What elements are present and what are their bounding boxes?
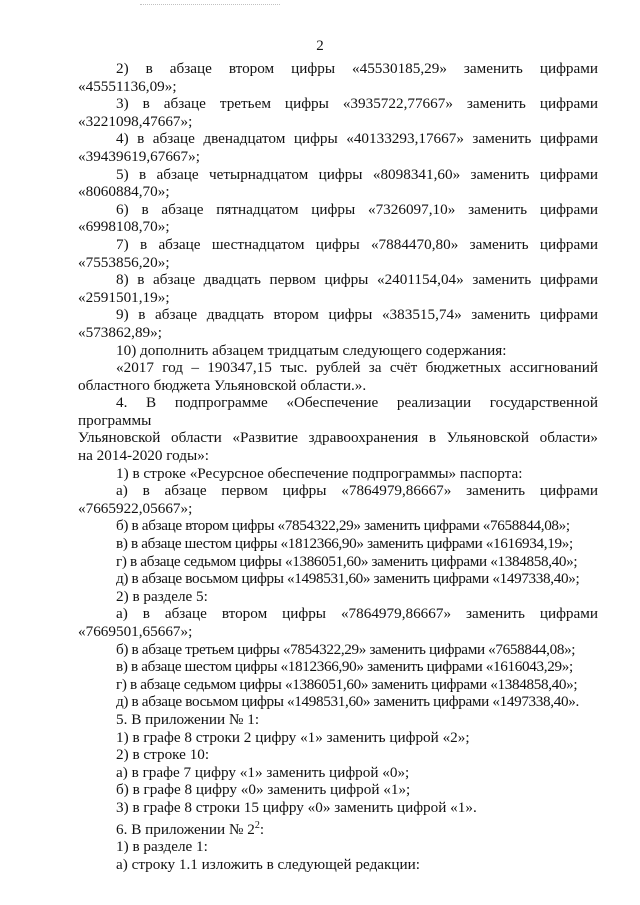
section-line: 4. В подпрограмме «Обеспечение реализации государственной программы	[78, 394, 598, 429]
section-6-text: 6. В приложении № 2	[116, 820, 255, 838]
item-line: б) в абзаце втором цифры «7854322,29» заменить цифрами «7658844,08»;	[116, 517, 570, 535]
item-line: б) в абзаце третьем цифры «7854322,29» заменить цифрами «7658844,08»;	[116, 640, 576, 658]
item-line-cont: «7669501,65667»;	[78, 623, 193, 640]
section-line	[78, 817, 598, 839]
item-line: 3) в абзаце третьем цифры «3935722,77667» заменить цифрами	[116, 95, 598, 113]
item-line-cont: «7665922,05667»;	[78, 499, 193, 517]
item-line: 4) в абзаце двенадцатом цифры «40133293,17667» заменить цифрами	[116, 130, 598, 148]
item-line: 9) в абзаце двадцать втором цифры «383515,74» заменить цифрами	[116, 306, 598, 324]
item-line-cont: «39439619,67667»;	[78, 147, 200, 165]
item-line-cont: «8060884,70»;	[78, 183, 170, 201]
item-line: 10) дополнить абзацем тридцатым следующего содержания:	[116, 341, 507, 359]
item-line-cont: «573862,89»;	[78, 323, 162, 341]
item-line: г) в абзаце седьмом цифры «1386051,60» заменить цифрами «1384858,40»;	[116, 675, 578, 693]
item-line: б) в графе 8 цифру «0» заменить цифрой «1»;	[116, 781, 411, 799]
section-line: 5. В приложении № 1:	[116, 710, 260, 728]
item-line: а) в абзаце первом цифры «7864979,86667» заменить цифрами	[116, 482, 598, 500]
item-line: в) в абзаце шестом цифры «1812366,90» заменить цифрами «1616043,29»;	[116, 658, 573, 676]
section-line-cont: Ульяновской области «Развитие здравоохранения в Ульяновской области»	[78, 429, 598, 447]
item-line-cont: «45551136,09»;	[78, 77, 177, 95]
item-line: а) в графе 7 цифру «1» заменить цифрой «0»;	[116, 763, 410, 781]
item-line-cont: «6998108,70»;	[78, 218, 170, 236]
item-line: 8) в абзаце двадцать первом цифры «2401154,04» заменить цифрами	[116, 271, 598, 289]
item-line: 5) в абзаце четырнадцатом цифры «8098341,60» заменить цифрами	[116, 165, 598, 183]
document-body	[78, 60, 598, 873]
item-line: г) в абзаце седьмом цифры «1386051,60» заменить цифрами «1384858,40»;	[116, 552, 578, 570]
item-line: 1) в строке «Ресурсное обеспечение подпрограммы» паспорта:	[116, 464, 523, 482]
item-line: 2) в строке 10:	[116, 746, 210, 764]
item-line: 2) в разделе 5:	[116, 587, 208, 605]
page-number: 2	[316, 38, 324, 54]
item-line: в) в абзаце шестом цифры «1812366,90» заменить цифрами «1616934,19»;	[116, 535, 573, 553]
quote-line-cont: областного бюджета Ульяновской области.».	[78, 376, 367, 394]
item-line-cont: «7553856,20»;	[78, 253, 170, 271]
item-line: 1) в разделе 1:	[116, 838, 208, 856]
section-6-colon: :	[259, 820, 265, 838]
item-line: а) строку 1.1 изложить в следующей редакции:	[116, 855, 421, 873]
item-line: д) в абзаце восьмом цифры «1498531,60» заменить цифрами «1497338,40».	[116, 693, 579, 711]
item-line-cont: «3221098,47667»;	[78, 112, 193, 130]
superscript: 2	[254, 819, 260, 831]
item-line: 3) в графе 8 строки 15 цифру «0» заменить цифрой «1».	[116, 798, 477, 816]
item-line: 7) в абзаце шестнадцатом цифры «7884470,80» заменить цифрами	[116, 235, 598, 253]
quote-line: «2017 год – 190347,15 тыс. рублей за счёт бюджетных ассигнований	[116, 359, 598, 377]
item-line-cont: «2591501,19»;	[78, 288, 170, 306]
item-line: 2) в абзаце втором цифры «45530185,29» заменить цифрами	[116, 60, 598, 77]
item-line: а) в абзаце втором цифры «7864979,86667» заменить цифрами	[116, 605, 598, 623]
section-line-cont: на 2014-2020 годы»:	[78, 447, 210, 465]
item-line: 6) в абзаце пятнадцатом цифры «7326097,10» заменить цифрами	[116, 200, 598, 218]
item-line: 1) в графе 8 строки 2 цифру «1» заменить цифрой «2»;	[116, 728, 470, 746]
item-line: д) в абзаце восьмом цифры «1498531,60» заменить цифрами «1497338,40»;	[116, 570, 580, 588]
scan-artifact	[140, 4, 280, 9]
